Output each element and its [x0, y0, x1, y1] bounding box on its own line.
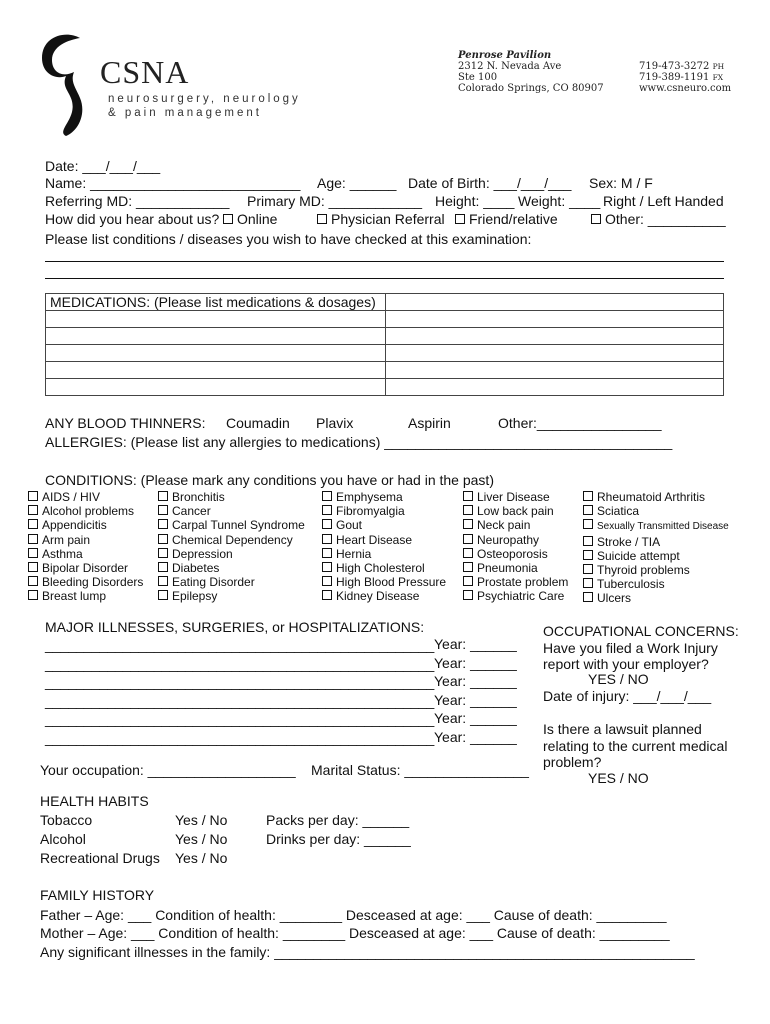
condition-item[interactable] [463, 561, 568, 575]
condition-label: Pneumonia [477, 561, 538, 576]
conditions-column-4 [463, 490, 568, 604]
checkbox-icon[interactable] [322, 491, 332, 501]
marital-status-field[interactable]: Marital Status: ________________ [311, 762, 529, 778]
condition-label: Eating Disorder [172, 575, 255, 590]
illness-line[interactable]: __________________________________________________ [45, 711, 435, 727]
condition-label: Alcohol problems [42, 504, 135, 519]
condition-label: Osteoporosis [477, 546, 548, 561]
year-field[interactable]: Year: ______ [434, 728, 517, 745]
checkbox-icon[interactable] [322, 519, 332, 529]
checkbox-icon[interactable] [158, 590, 168, 600]
work-injury-question-1: Have you filed a Work Injury [543, 640, 718, 656]
checkbox-icon[interactable] [158, 576, 168, 586]
lawsuit-yes-no[interactable]: YES / NO [588, 770, 649, 786]
condition-label: Emphysema [336, 490, 403, 504]
checkbox-icon[interactable] [158, 562, 168, 572]
condition-label: Bipolar Disorder [42, 561, 129, 576]
condition-label: Tuberculosis [597, 577, 665, 592]
answer-line[interactable] [45, 261, 724, 262]
checkbox-icon[interactable] [28, 505, 38, 515]
condition-item[interactable] [463, 589, 568, 603]
aspirin-option[interactable]: Aspirin [408, 415, 451, 431]
condition-item[interactable] [583, 518, 729, 534]
option-friend[interactable] [455, 211, 558, 227]
checkbox-icon[interactable] [158, 505, 168, 515]
checkbox-icon[interactable] [463, 519, 473, 529]
checkbox-icon[interactable] [158, 534, 168, 544]
checkbox-icon[interactable] [463, 576, 473, 586]
option-online-label: Online [237, 211, 278, 227]
table-row [46, 362, 724, 379]
fax-suffix: FX [712, 73, 724, 82]
work-injury-question-2: report with your employer? [543, 656, 709, 672]
option-friend-label: Friend/relative [469, 211, 558, 227]
condition-item[interactable] [583, 535, 729, 549]
checkbox-icon[interactable] [463, 590, 473, 600]
checkbox-icon[interactable] [583, 519, 593, 529]
checkbox-icon[interactable] [463, 534, 473, 544]
table-cell[interactable] [386, 362, 724, 379]
condition-label: Ulcers [597, 591, 632, 606]
contact-block [639, 61, 731, 94]
condition-item[interactable] [158, 490, 305, 504]
condition-item[interactable] [583, 504, 729, 518]
condition-label: Arm pain [42, 532, 91, 547]
primary-md-field[interactable]: Primary MD: ____________ [247, 193, 423, 209]
year-field[interactable]: Year: ______ [434, 710, 517, 726]
coumadin-option[interactable]: Coumadin [226, 415, 290, 431]
phone-suffix: PH [712, 62, 725, 71]
drugs-yes-no[interactable]: Yes / No [175, 850, 228, 866]
condition-label: Heart Disease [336, 532, 413, 547]
option-other-label: Other: __________ [605, 211, 726, 227]
tobacco-label: Tobacco [40, 812, 93, 828]
year-field[interactable]: Year: ______ [434, 636, 517, 652]
condition-label: Gout [336, 518, 363, 533]
condition-label: High Blood Pressure [336, 575, 447, 590]
work-injury-yes-no[interactable]: YES / NO [588, 671, 649, 687]
table-row [46, 379, 724, 396]
name-field[interactable]: Name: ___________________________ [45, 175, 301, 191]
website: www.csneuro.com [639, 83, 732, 94]
sex-field[interactable]: Sex: M / F [589, 175, 653, 191]
occupation-field[interactable]: Your occupation: ___________________ [40, 762, 296, 778]
table-cell[interactable] [386, 345, 724, 362]
illness-line[interactable]: __________________________________________________ [45, 637, 435, 653]
condition-item[interactable] [158, 504, 305, 518]
brand-name: CSNA [100, 54, 190, 90]
checkbox-icon[interactable] [322, 576, 332, 586]
year-field[interactable]: Year: ______ [434, 691, 517, 708]
checkbox-icon[interactable] [322, 505, 332, 515]
illness-line[interactable]: __________________________________________________ [45, 729, 435, 746]
condition-item[interactable] [322, 504, 446, 518]
condition-label: Epilepsy [172, 589, 218, 604]
date-field[interactable]: Date: ___/___/___ [45, 158, 161, 174]
address-block [458, 50, 604, 94]
checkbox-icon[interactable] [28, 576, 38, 586]
address-name: Penrose Pavilion [458, 50, 552, 61]
table-row [46, 294, 724, 311]
condition-label: Appendicitis [42, 518, 107, 533]
table-cell[interactable] [386, 294, 724, 311]
condition-label: Suicide attempt [597, 548, 680, 563]
answer-line[interactable] [45, 278, 724, 279]
condition-label: Liver Disease [477, 490, 550, 504]
family-illnesses-field[interactable]: Any significant illnesses in the family: ______________________________________________________ [40, 944, 695, 960]
condition-item[interactable] [158, 575, 305, 589]
condition-label: Chemical Dependency [172, 532, 293, 547]
table-row [46, 311, 724, 328]
condition-item[interactable] [158, 561, 305, 575]
condition-item[interactable] [322, 547, 446, 561]
condition-item[interactable] [322, 518, 446, 532]
condition-item[interactable] [322, 561, 446, 575]
condition-label: Rheumatoid Arthritis [597, 490, 706, 504]
phone-number: 719-473-3272 [639, 61, 710, 72]
year-field[interactable]: Year: ______ [434, 654, 517, 671]
checkbox-icon[interactable] [158, 491, 168, 501]
weight-field[interactable]: Weight: ____ [518, 193, 601, 209]
condition-label: Neck pain [477, 518, 531, 533]
condition-item[interactable] [158, 533, 305, 547]
option-other[interactable] [591, 211, 726, 227]
conditions-column-1 [28, 490, 143, 604]
condition-item[interactable] [28, 575, 143, 589]
condition-item[interactable] [28, 518, 143, 532]
table-cell[interactable] [46, 311, 386, 328]
conditions-column-5 [583, 490, 729, 606]
table-row [46, 345, 724, 362]
drugs-label: Recreational Drugs [40, 850, 160, 866]
referral-source-label: How did you hear about us? [45, 211, 220, 227]
condition-label: Asthma [42, 546, 83, 561]
checkbox-icon[interactable] [583, 592, 593, 602]
checkbox-icon[interactable] [158, 548, 168, 558]
mother-history-field[interactable]: Mother – Age: ___ Condition of health: ________ Desceased at age: ___ Cause of death: _________ [40, 925, 670, 941]
plavix-option[interactable]: Plavix [316, 415, 354, 431]
condition-label: Thyroid problems [597, 563, 690, 578]
condition-item[interactable] [322, 589, 446, 603]
brand-subtitle-2: & pain management [108, 107, 262, 119]
condition-item[interactable] [28, 589, 143, 603]
condition-label: Bronchitis [172, 490, 225, 504]
illness-line[interactable]: __________________________________________________ [45, 692, 435, 709]
injury-date-field[interactable]: Date of injury: ___/___/___ [543, 688, 712, 704]
alcohol-yes-no[interactable]: Yes / No [175, 831, 228, 847]
condition-label: Cancer [172, 504, 211, 519]
condition-item[interactable] [322, 575, 446, 589]
checkbox-icon[interactable] [322, 534, 332, 544]
condition-item[interactable] [28, 547, 143, 561]
checkbox-icon[interactable] [463, 562, 473, 572]
checkbox-icon[interactable] [28, 491, 38, 501]
father-history-field[interactable]: Father – Age: ___ Condition of health: ________ Desceased at age: ___ Cause of death: _________ [40, 907, 667, 923]
condition-item[interactable] [463, 547, 568, 561]
table-cell[interactable] [46, 345, 386, 362]
condition-label: Kidney Disease [336, 589, 420, 604]
checkbox-icon[interactable] [463, 548, 473, 558]
condition-label: Neuropathy [477, 532, 540, 547]
condition-label: Sciatica [597, 504, 640, 519]
condition-item[interactable] [583, 549, 729, 563]
age-field[interactable]: Age: ______ [317, 175, 397, 191]
condition-item[interactable] [28, 561, 143, 575]
option-physician-label: Physician Referral [331, 211, 445, 227]
illness-line[interactable]: __________________________________________________ [45, 674, 435, 690]
table-row [46, 328, 724, 345]
checkbox-icon[interactable] [583, 564, 593, 574]
conditions-check-prompt: Please list conditions / diseases you wish to have checked at this examination: [45, 231, 532, 247]
checkbox-icon[interactable] [583, 550, 593, 560]
height-field[interactable]: Height: ____ [435, 193, 515, 209]
checkbox-icon[interactable] [28, 590, 38, 600]
condition-label: Depression [172, 546, 233, 561]
condition-item[interactable] [583, 563, 729, 577]
condition-label: AIDS / HIV [42, 490, 101, 504]
illness-line[interactable]: __________________________________________________ [45, 655, 435, 672]
condition-label: Breast lump [42, 589, 107, 604]
lawsuit-question-3: problem? [543, 754, 602, 770]
address-suite: Ste 100 [458, 72, 498, 83]
condition-label: Sexually Transmitted Disease [597, 521, 729, 533]
table-cell[interactable] [46, 379, 386, 396]
condition-item[interactable] [322, 533, 446, 547]
checkbox-icon[interactable] [322, 548, 332, 558]
condition-label: Fibromyalgia [336, 504, 405, 519]
handedness-field[interactable]: Right / Left Handed [603, 193, 724, 209]
occupational-title: OCCUPATIONAL CONCERNS: [543, 623, 739, 639]
option-online[interactable] [223, 211, 277, 227]
checkbox-icon[interactable] [28, 548, 38, 558]
checkbox-icon[interactable] [583, 505, 593, 515]
drinks-per-day-field[interactable]: Drinks per day: ______ [266, 831, 411, 847]
medications-header: MEDICATIONS: (Please list medications & dosages) [46, 294, 386, 311]
condition-label: Prostate problem [477, 575, 569, 590]
table-cell[interactable] [46, 362, 386, 379]
csna-logo-icon [36, 32, 92, 136]
address-street: 2312 N. Nevada Ave [458, 61, 562, 72]
major-illnesses-title: MAJOR ILLNESSES, SURGERIES, or HOSPITALIZATIONS: [45, 619, 425, 635]
condition-label: Bleeding Disorders [42, 575, 144, 590]
condition-label: Low back pain [477, 504, 554, 519]
condition-label: Hernia [336, 546, 372, 561]
condition-item[interactable] [463, 533, 568, 547]
condition-item[interactable] [583, 490, 729, 504]
address-city: Colorado Springs, CO 80907 [458, 83, 604, 94]
fax-number: 719-389-1191 [639, 72, 710, 83]
health-habits-title: HEALTH HABITS [40, 793, 149, 809]
alcohol-label: Alcohol [40, 831, 86, 847]
condition-item[interactable] [158, 547, 305, 561]
lawsuit-question-2: relating to the current medical [543, 738, 728, 754]
condition-label: Diabetes [172, 561, 220, 576]
checkbox-icon[interactable] [583, 491, 593, 501]
condition-label: Carpal Tunnel Syndrome [172, 518, 305, 533]
checkbox-icon[interactable] [28, 562, 38, 572]
table-cell[interactable] [386, 311, 724, 328]
packs-per-day-field[interactable]: Packs per day: ______ [266, 812, 410, 828]
condition-item[interactable] [463, 504, 568, 518]
other-thinner-field[interactable]: Other:________________ [498, 415, 662, 431]
condition-label: High Cholesterol [336, 561, 425, 576]
checkbox-icon[interactable] [322, 590, 332, 600]
checkbox-icon[interactable] [591, 214, 601, 224]
checkbox-icon[interactable] [583, 578, 593, 588]
lawsuit-question-1: Is there a lawsuit planned [543, 721, 702, 737]
family-history-title: FAMILY HISTORY [40, 887, 155, 903]
checkbox-icon[interactable] [317, 214, 327, 224]
checkbox-icon[interactable] [583, 536, 593, 546]
condition-item[interactable] [463, 518, 568, 532]
condition-item[interactable] [28, 490, 143, 504]
condition-label: Stroke / TIA [597, 534, 661, 549]
condition-item[interactable] [463, 490, 568, 504]
allergies-field[interactable]: ALLERGIES: (Please list any allergies to medications) _____________________________________ [45, 434, 673, 450]
condition-item[interactable] [322, 490, 446, 504]
conditions-title: CONDITIONS: (Please mark any conditions you have or had in the past) [45, 472, 494, 488]
condition-item[interactable] [28, 504, 143, 518]
year-field[interactable]: Year: ______ [434, 673, 517, 689]
condition-item[interactable] [583, 577, 729, 591]
condition-item[interactable] [158, 589, 305, 603]
condition-item[interactable] [463, 575, 568, 589]
table-cell[interactable] [46, 328, 386, 345]
conditions-column-3 [322, 490, 446, 604]
checkbox-icon[interactable] [455, 214, 465, 224]
checkbox-icon[interactable] [463, 505, 473, 515]
medications-table [45, 293, 724, 396]
condition-label: Psychiatric Care [477, 589, 565, 604]
tobacco-yes-no[interactable]: Yes / No [175, 812, 228, 828]
condition-item[interactable] [158, 518, 305, 532]
conditions-column-2 [158, 490, 305, 604]
table-cell[interactable] [386, 379, 724, 396]
checkbox-icon[interactable] [28, 519, 38, 529]
dob-field[interactable]: Date of Birth: ___/___/___ [408, 175, 572, 191]
checkbox-icon[interactable] [158, 519, 168, 529]
checkbox-icon[interactable] [322, 562, 332, 572]
referring-md-field[interactable]: Referring MD: ____________ [45, 193, 230, 209]
brand-subtitle-1: neurosurgery, neurology [108, 93, 301, 105]
option-physician-referral[interactable] [317, 211, 445, 227]
blood-thinners-label: ANY BLOOD THINNERS: [45, 415, 206, 431]
condition-item[interactable] [583, 591, 729, 605]
table-cell[interactable] [386, 328, 724, 345]
checkbox-icon[interactable] [463, 491, 473, 501]
condition-item[interactable] [28, 533, 143, 547]
checkbox-icon[interactable] [28, 534, 38, 544]
checkbox-icon[interactable] [223, 214, 233, 224]
